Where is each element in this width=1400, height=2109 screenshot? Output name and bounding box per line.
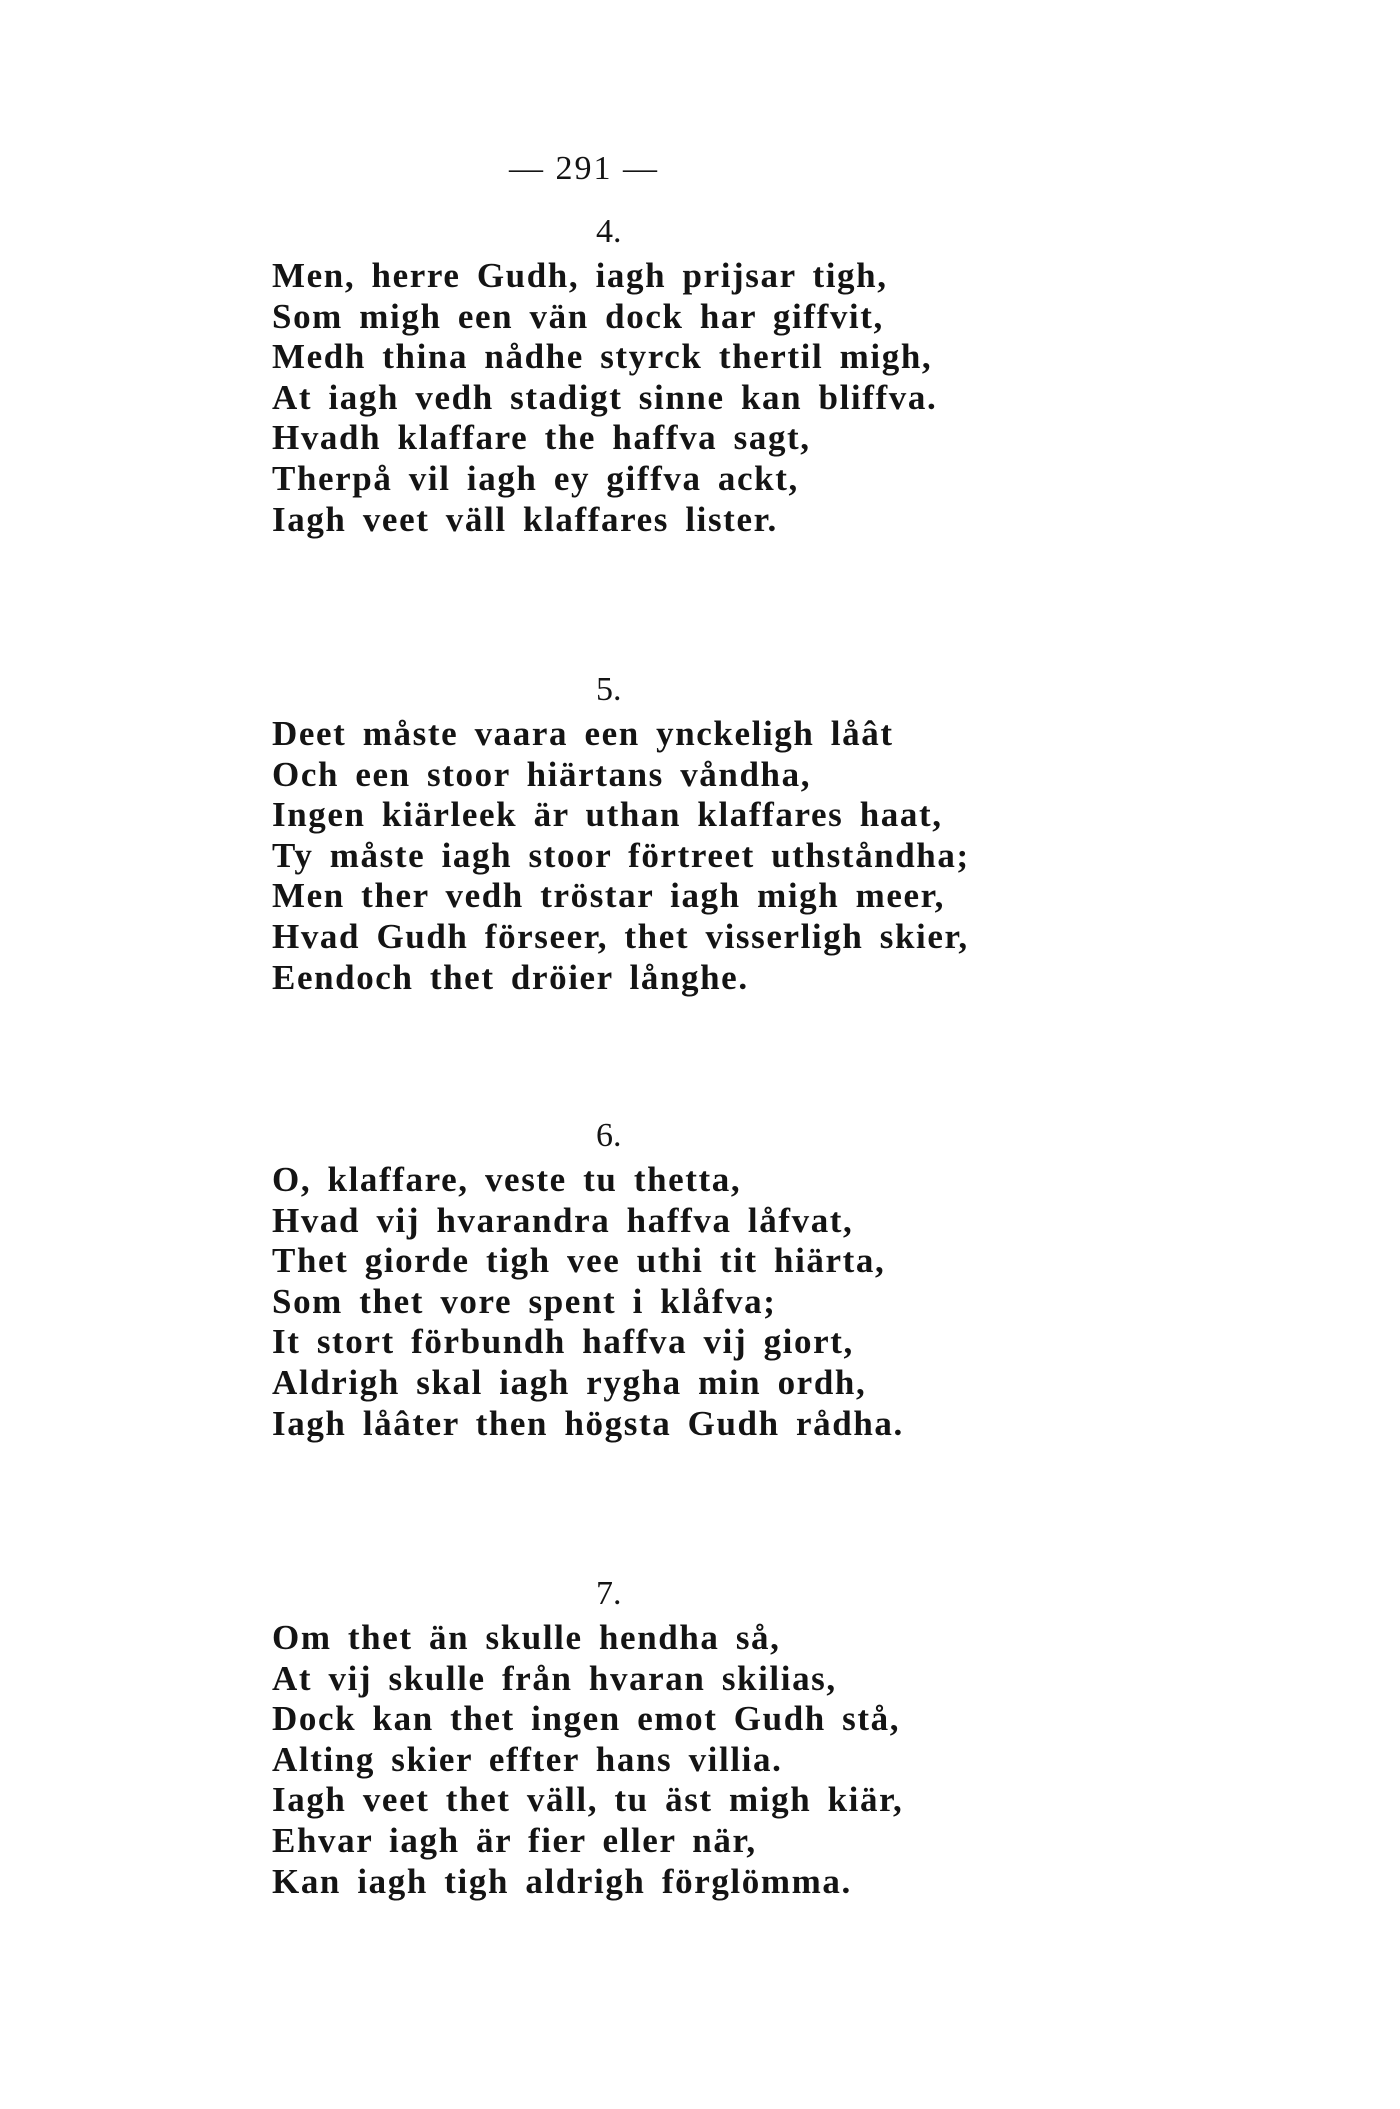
verse-line: Therpå vil iagh ey giffva ackt, [272, 458, 799, 498]
verse-line: Hvad vij hvarandra haffva låfvat, [272, 1200, 854, 1240]
verse-line: Hvad Gudh förseer, thet visserligh skier, [272, 916, 969, 956]
verse-line: Om thet än skulle hendha så, [272, 1618, 781, 1657]
verse-line: Thet giorde tigh vee uthi tit hiärta, [272, 1241, 886, 1281]
stanza-number: 7. [596, 1575, 622, 1612]
verse-line: Och een stoor hiärtans våndha, [272, 754, 812, 794]
verse-line: Deet måste vaara een ynckeligh låât [272, 714, 894, 753]
verse-line: Iagh låâter then högsta Gudh rådha. [272, 1403, 904, 1443]
verse-line: Kan iagh tigh aldrigh förglömma. [272, 1861, 852, 1901]
stanza-5 [272, 670, 1012, 998]
verse-line: Eendoch thet dröier långhe. [272, 957, 749, 997]
verse-line: It stort förbundh haffva vij giort, [272, 1322, 854, 1362]
verse-line: Medh thina nådhe styrck thertil migh, [272, 337, 933, 377]
stanza-number: 6. [596, 1117, 622, 1154]
verse-line: At vij skulle från hvaran skilias, [272, 1658, 837, 1698]
page-number: — 291 — [509, 150, 659, 187]
verse-line: Hvadh klaffare the haffva sagt, [272, 418, 811, 458]
verse-line: Alting skier effter hans villia. [272, 1739, 783, 1779]
verse-line: Ingen kiärleek är uthan klaffares haat, [272, 795, 943, 835]
verse-line: Ehvar iagh är fier eller när, [272, 1820, 757, 1860]
stanza-6 [272, 1116, 1012, 1444]
stanza-7 [272, 1574, 1012, 1902]
verse-line: O, klaffare, veste tu thetta, [272, 1160, 742, 1199]
verse-line: Dock kan thet ingen emot Gudh stå, [272, 1699, 901, 1739]
verse-line: Men, herre Gudh, iagh prijsar tigh, [272, 256, 888, 295]
verse-line: Iagh veet väll klaffares lister. [272, 499, 778, 539]
stanza-number: 5. [596, 671, 622, 708]
verse-line: At iagh vedh stadigt sinne kan bliffva. [272, 377, 938, 417]
verse-line: Ty måste iagh stoor förtreet uthståndha; [272, 835, 970, 875]
verse-line: Iagh veet thet väll, tu äst migh kiär, [272, 1780, 904, 1820]
stanza-4 [272, 212, 1012, 540]
verse-line: Som thet vore spent i klåfva; [272, 1281, 777, 1321]
verse-line: Som migh een vän dock har giffvit, [272, 296, 884, 336]
verse-line: Men ther vedh tröstar iagh migh meer, [272, 876, 945, 916]
stanza-number: 4. [596, 213, 622, 250]
verse-line: Aldrigh skal iagh rygha min ordh, [272, 1362, 867, 1402]
